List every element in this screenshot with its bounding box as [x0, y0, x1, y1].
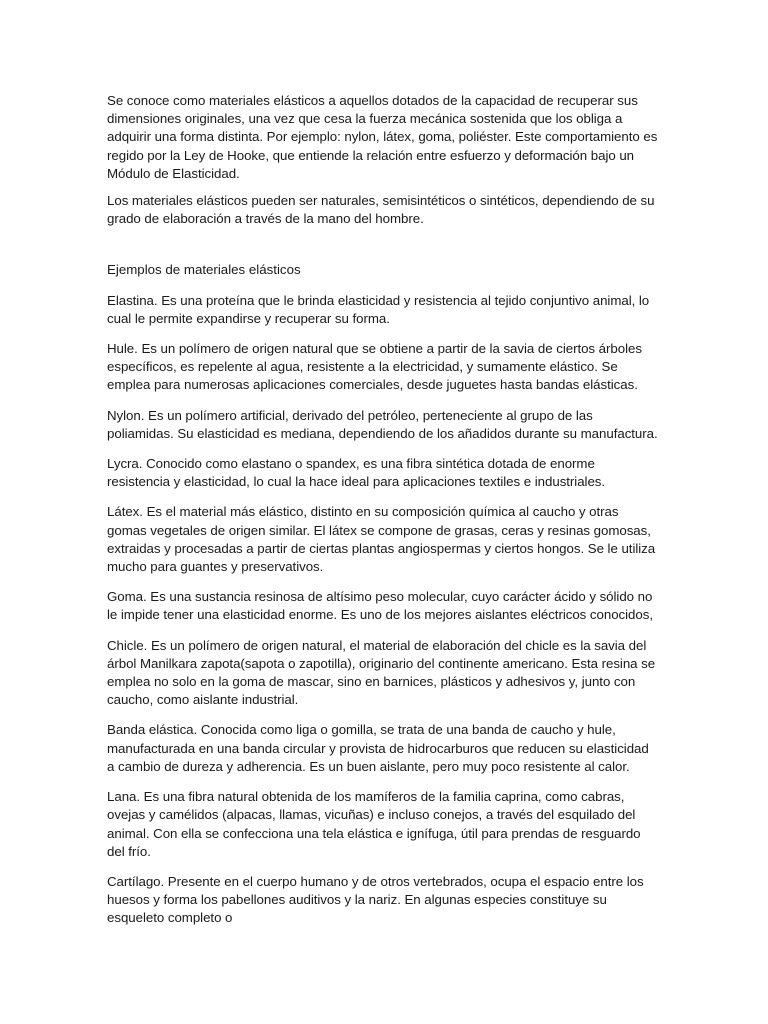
example-term: Nylon. [107, 407, 145, 423]
example-text: Conocida como liga o gomilla, se trata de una banda de caucho y hule, manufacturada en una banda circular y provista de hidrocarburos que reducen su elasticidad a cambio de dureza y adherencia. Es un buen aislante, pero muy poco resistente al calor. [107, 722, 649, 774]
intro-paragraph-2: Los materiales elásticos pueden ser naturales, semisintéticos o sintéticos, dependiendo de su grado de elaboración a través de la mano del hombre. [107, 193, 655, 227]
example-term: Cartílago. [107, 873, 165, 889]
example-text: Es una proteína que le brinda elasticidad y resistencia al tejido conjuntivo animal, lo cual le permite expandirse y recuperar su forma. [107, 292, 650, 326]
example-term: Hule. [107, 341, 138, 357]
example-term: Elastina. [107, 292, 158, 308]
example-term: Goma. [107, 589, 147, 605]
example-paragraph-hule [107, 340, 659, 395]
example-paragraph-lycra [107, 455, 659, 491]
example-paragraph-nylon [107, 407, 659, 443]
example-paragraph-latex [107, 503, 659, 576]
example-paragraph-banda-elastica [107, 721, 659, 776]
example-term: Lycra. [107, 456, 143, 472]
intro-paragraph-1: Se conoce como materiales elásticos a aquellos dotados de la capacidad de recuperar sus dimensiones originales, una vez que cesa la fuerza mecánica sostenida que los obliga a adquirir una forma distinta. Por ejemplo: nylon, látex, goma, poliéster. Este comportamiento es regido por la Ley de Hooke, que entiende la relación entre esfuerzo y deformación bajo un Módulo de Elasticidad. [107, 93, 658, 181]
example-term: Banda elástica. [107, 722, 198, 738]
examples-heading: Ejemplos de materiales elásticos [107, 262, 301, 278]
example-term: Chicle. [107, 637, 148, 653]
example-term: Lana. [107, 789, 141, 805]
example-paragraph-goma [107, 588, 659, 624]
document-page [107, 92, 659, 940]
example-term: Látex. [107, 504, 143, 520]
example-text: Es una sustancia resinosa de altísimo peso molecular, cuyo carácter ácido y sólido no le impide tener una elasticidad enorme. Es uno de los mejores aislantes eléctricos conocidos, [107, 589, 653, 623]
example-paragraph-chicle [107, 637, 659, 710]
example-text: Es una fibra natural obtenida de los mamíferos de la familia caprina, como cabras, ovejas y camélidos (alpacas, llamas, vicuñas) e incluso conejos, a través del esquilado del animal. Con ella se confecciona una tela elástica e ignífuga, útil para prendas de resguardo del frío. [107, 789, 641, 859]
example-text: Es el material más elástico, distinto en su composición química al caucho y otras gomas vegetales de origen similar. El látex se compone de grasas, ceras y resinas gomosas, extraidas y procesadas a partir de ciertas plantas angiospermas y ciertos hongos. Se le utiliza mucho para guantes y preservativos. [107, 504, 656, 575]
example-paragraph-lana [107, 788, 659, 861]
example-text: Presente en el cuerpo humano y de otros vertebrados, ocupa el espacio entre los huesos y forma los pabellones auditivos y la nariz. En algunas especies constituye su esqueleto completo o [107, 873, 644, 926]
example-text: Es un polímero de origen natural que se obtiene a partir de la savia de ciertos árboles específicos, es repelente al agua, resistente a la electricidad, y sumamente elástico. Se emplea para numerosas aplicaciones comerciales, desde juguetes hasta bandas elásticas. [107, 341, 642, 393]
example-text: Es un polímero artificial, derivado del petróleo, perteneciente al grupo de las poliamidas. Su elasticidad es mediana, dependiendo de los añadidos durante su manufactura. [107, 407, 658, 441]
example-text: Es un polímero de origen natural, el material de elaboración del chicle es la savia del árbol Manilkara zapota(sapota o zapotilla), originario del continente americano. Esta resina se emplea no solo en la goma de mascar, sino en barnices, plásticos y adhesivos y, junto con caucho, como aislante industrial. [107, 637, 656, 708]
example-text: Conocido como elastano o spandex, es una fibra sintética dotada de enorme resistencia y elasticidad, lo cual la hace ideal para aplicaciones textiles e industriales. [107, 456, 606, 490]
example-paragraph-elastina [107, 292, 659, 328]
example-paragraph-cartilago [107, 873, 659, 928]
